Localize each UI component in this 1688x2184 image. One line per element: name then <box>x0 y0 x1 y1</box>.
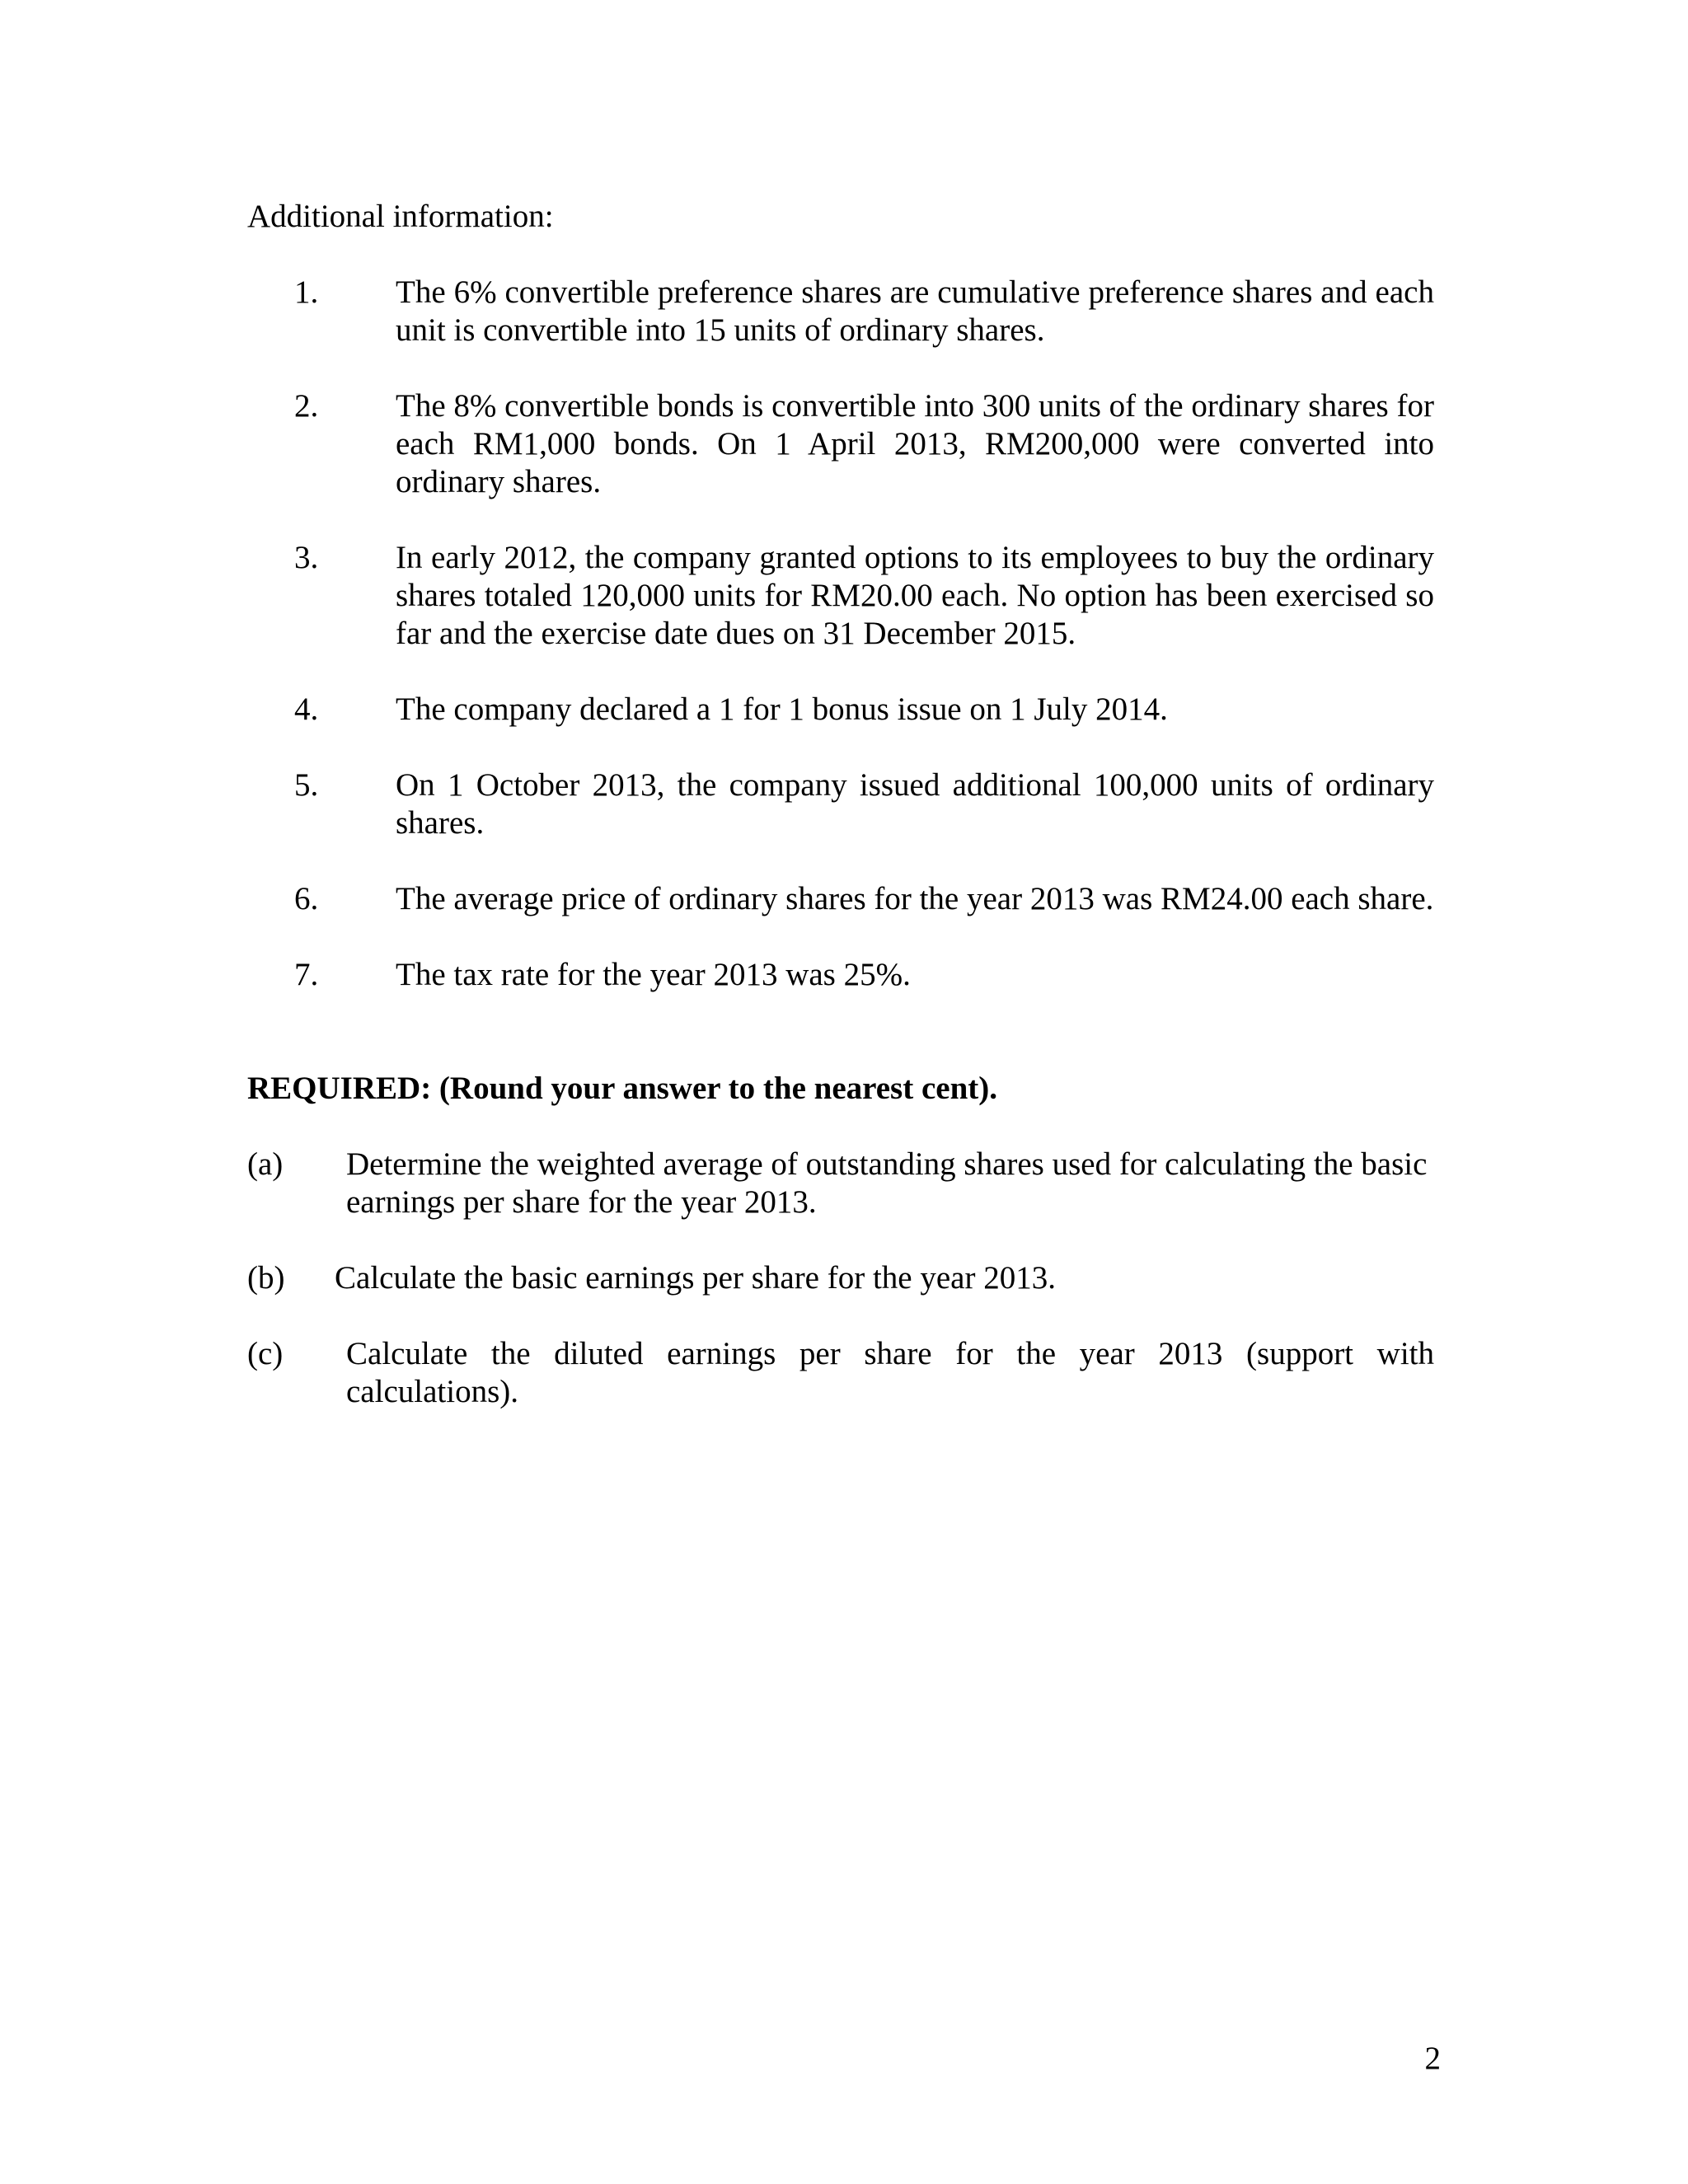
item-number: 6. <box>294 881 319 916</box>
item-number: 7. <box>294 957 319 992</box>
question-text: Determine the weighted average of outstanding shares used for calculating the basic earnings per share for the year 2013. <box>346 1146 1451 1220</box>
item-text: In early 2012, the company granted options to its employees to buy the ordinary shares totaled 120,000 units for RM20.00 each. No option has been exercised so far and the exercise date dues on 31 December 2015. <box>396 540 1434 651</box>
item-text: The 6% convertible preference shares are cumulative preference shares and each unit is convertible into 15 units of ordinary shares. <box>396 274 1434 348</box>
item-text: The 8% convertible bonds is convertible into 300 units of the ordinary shares for each RM1,000 bonds. On 1 April 2013, RM200,000 were converted into ordinary shares. <box>396 388 1434 499</box>
item-text: The tax rate for the year 2013 was 25%. <box>396 957 911 992</box>
question-item <box>247 1146 1451 1221</box>
question-letter: (b) <box>247 1260 285 1296</box>
additional-info-list <box>247 274 1434 994</box>
section-heading: Additional information: <box>247 199 554 234</box>
list-item <box>247 539 1434 653</box>
item-text: The company declared a 1 for 1 bonus issue on 1 July 2014. <box>396 691 1168 727</box>
list-item <box>247 766 1434 842</box>
list-item <box>247 274 1434 349</box>
item-number: 2. <box>294 388 319 424</box>
list-item <box>247 387 1434 501</box>
question-letter: (a) <box>247 1146 284 1182</box>
question-text: Calculate the basic earnings per share for the year 2013. <box>335 1260 1056 1296</box>
item-number: 5. <box>294 767 319 803</box>
list-item <box>247 956 1434 994</box>
question-item <box>247 1335 1434 1411</box>
page-content <box>247 198 1451 1449</box>
item-number: 3. <box>294 540 319 575</box>
page-number: 2 <box>1424 2041 1441 2076</box>
question-item <box>247 1259 1434 1297</box>
question-text: Calculate the diluted earnings per share for the year 2013 (support with calculations). <box>346 1336 1434 1409</box>
list-item <box>247 691 1434 729</box>
required-heading: REQUIRED: (Round your answer to the nearest cent). <box>247 1071 997 1106</box>
question-letter: (c) <box>247 1336 284 1371</box>
item-number: 1. <box>294 274 319 310</box>
item-text: On 1 October 2013, the company issued additional 100,000 units of ordinary shares. <box>396 767 1434 841</box>
questions-list <box>247 1146 1451 1411</box>
item-text: The average price of ordinary shares for the year 2013 was RM24.00 each share. <box>396 881 1434 916</box>
list-item <box>247 880 1434 918</box>
item-number: 4. <box>294 691 319 727</box>
